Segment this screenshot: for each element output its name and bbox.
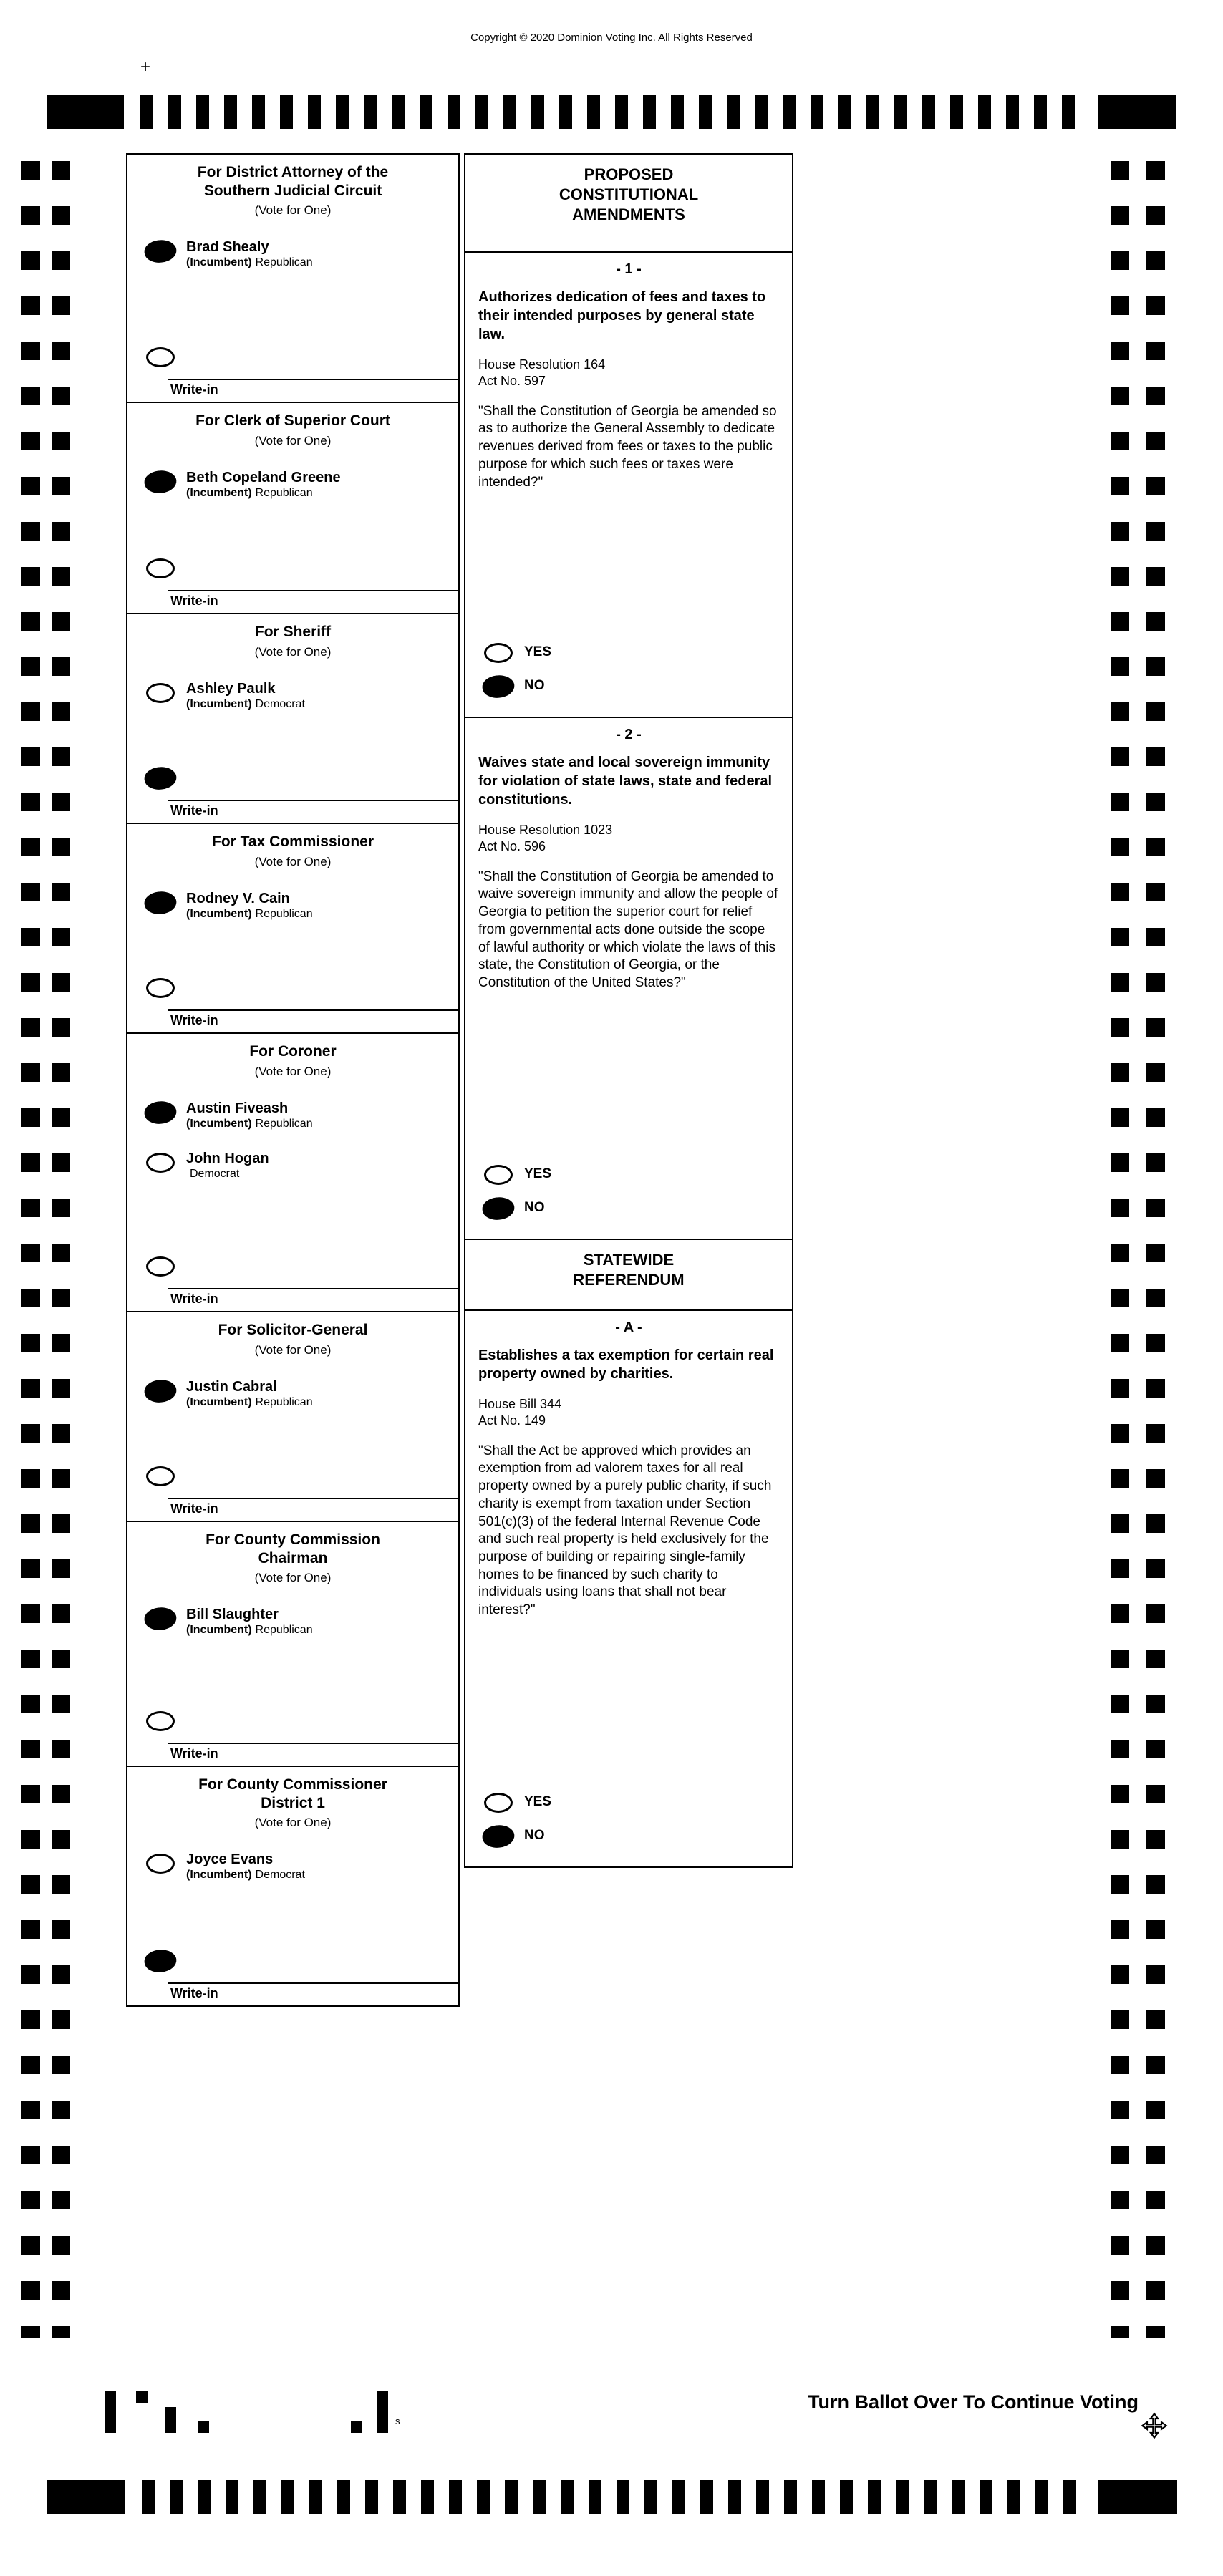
candidate-detail: (Incumbent) Democrat (186, 697, 305, 710)
candidate-detail: (Incumbent) Republican (186, 1395, 313, 1408)
vote-oval[interactable] (146, 1854, 175, 1874)
timing-column-left-inner (52, 161, 70, 2338)
referendum-header (464, 1239, 793, 1311)
measures-column (464, 155, 793, 1868)
referendum-header-text: STATEWIDE REFERENDUM (573, 1251, 685, 1289)
timing-column-right-outer (1146, 161, 1165, 2338)
timing-column-right-inner (1111, 161, 1129, 2338)
yes-oval[interactable] (484, 643, 513, 663)
no-label: NO (524, 1827, 545, 1843)
ballot-id-barcode (105, 2391, 412, 2434)
write-in-oval[interactable] (146, 1256, 175, 1277)
vote-options (465, 1153, 792, 1230)
no-oval[interactable] (481, 1824, 516, 1849)
write-in-area (127, 1949, 458, 2005)
no-label: NO (524, 1199, 545, 1215)
write-in-line[interactable] (168, 800, 458, 801)
candidate-name: Joyce Evans (186, 1851, 274, 1868)
candidate-detail: (Incumbent) Republican (186, 1117, 313, 1130)
write-in-label: Write-in (170, 1501, 218, 1516)
contest-instruction: (Vote for One) (254, 1571, 332, 1585)
write-in-label: Write-in (170, 803, 218, 818)
candidate-name: Beth Copeland Greene (186, 469, 341, 485)
no-oval[interactable] (481, 1196, 516, 1221)
write-in-label: Write-in (170, 1746, 218, 1761)
contest-title: For County Commissioner District 1 (198, 1776, 387, 1811)
timing-column-left-outer (21, 161, 40, 2338)
candidate-detail: (Incumbent) Republican (186, 1624, 313, 1637)
referendum-a (464, 1309, 793, 1868)
candidate-name: Bill Slaughter (186, 1607, 279, 1623)
timing-block-right (1098, 2480, 1177, 2514)
amendments-header-text: PROPOSED CONSTITUTIONAL AMENDMENTS (559, 165, 699, 224)
contest-sheriff (126, 613, 460, 824)
contest-coroner (126, 1032, 460, 1312)
write-in-label: Write-in (170, 382, 218, 397)
contests-column (126, 155, 460, 2007)
timing-block-left (47, 2480, 125, 2514)
measure-question: "Shall the Constitution of Georgia be amended to waive sovereign immunity and allow the people of Georgia to petition the superior court for relief from governmental acts done outside the scope of lawful authority or which violate the laws of this state, the Constitution of Georgia, or the Constitution of the United States?" (478, 868, 778, 990)
write-in-area (127, 1709, 458, 1766)
turn-ballot-over-text: Turn Ballot Over To Continue Voting (808, 2391, 1139, 2413)
contest-title: For County Commission Chairman (206, 1531, 380, 1567)
write-in-label: Write-in (170, 594, 218, 608)
contest-title: For Coroner (249, 1043, 337, 1060)
candidate-row (127, 1851, 458, 1882)
measure-ref-line: Act No. 597 (478, 374, 546, 389)
measure-summary: Establishes a tax exemption for certain real property owned by charities. (478, 1347, 774, 1382)
measure-summary: Waives state and local sovereign immunity for violation of state laws, state and federal constitutions. (478, 755, 773, 808)
contest-instruction: (Vote for One) (254, 644, 332, 659)
candidate-row (127, 1607, 458, 1637)
contest-instruction: (Vote for One) (254, 1064, 332, 1078)
yes-label: YES (524, 1793, 552, 1809)
contest-instruction: (Vote for One) (254, 1816, 332, 1830)
vote-oval[interactable] (143, 1100, 178, 1125)
candidate-name: Austin Fiveash (186, 1100, 289, 1116)
timing-block-right (1098, 95, 1176, 129)
candidate-row (127, 891, 458, 921)
contest-clerk-superior-court (126, 402, 460, 614)
measure-number: - 2 - (616, 727, 642, 742)
measure-refs (465, 1396, 792, 1430)
measure-ref-line: House Resolution 164 (478, 357, 606, 372)
contest-title: For Tax Commissioner (212, 833, 374, 850)
vote-oval[interactable] (143, 890, 178, 916)
measure-number: - 1 - (616, 261, 642, 277)
corner-mark: s (395, 2416, 400, 2426)
candidate-row (127, 681, 458, 711)
candidate-detail: (Incumbent) Republican (186, 486, 313, 499)
timing-block-left (47, 95, 124, 129)
measure-summary: Authorizes dedication of fees and taxes to their intended purposes by general state law. (478, 289, 766, 342)
candidate-row (127, 1100, 458, 1130)
amendment-2 (464, 717, 793, 1240)
write-in-line[interactable] (168, 590, 458, 591)
vote-options (465, 1781, 792, 1858)
write-in-line[interactable] (168, 1982, 458, 1984)
contest-tax-commissioner (126, 823, 460, 1034)
contest-instruction: (Vote for One) (254, 203, 332, 218)
write-in-label: Write-in (170, 1013, 218, 1027)
write-in-area (127, 766, 458, 823)
yes-row (465, 1163, 792, 1185)
measure-ref-line: Act No. 149 (478, 1413, 546, 1428)
contest-county-commissioner-district-1 (126, 1766, 460, 2007)
yes-label: YES (524, 1166, 552, 1181)
write-in-label: Write-in (170, 1986, 218, 2000)
write-in-oval[interactable] (146, 1466, 175, 1486)
write-in-oval[interactable] (146, 558, 175, 578)
yes-row (465, 1791, 792, 1813)
candidate-detail: (Incumbent) Republican (186, 256, 313, 269)
measure-ref-line: House Resolution 1023 (478, 823, 613, 837)
no-row (465, 674, 792, 697)
move-crosshair-icon (1140, 2411, 1169, 2440)
registration-plus-mark: + (140, 57, 151, 77)
contest-title: For District Attorney of the Southern Judicial Circuit (197, 164, 389, 199)
amendments-header (464, 153, 793, 253)
timing-marks-top (0, 95, 1223, 130)
measure-ref-line: Act No. 596 (478, 839, 546, 854)
write-in-area (127, 1254, 458, 1311)
candidate-row (127, 470, 458, 500)
contest-county-commission-chairman (126, 1521, 460, 1767)
measure-number: - A - (615, 1320, 642, 1335)
vote-oval[interactable] (146, 683, 175, 703)
write-in-oval[interactable] (143, 1948, 178, 1974)
candidate-name: John Hogan (186, 1150, 269, 1166)
candidate-row (127, 1379, 458, 1409)
measure-refs (465, 822, 792, 856)
timing-bars (140, 95, 1086, 129)
measure-ref-line: House Bill 344 (478, 1397, 562, 1411)
write-in-line[interactable] (168, 379, 458, 380)
measure-refs (465, 357, 792, 390)
vote-oval[interactable] (143, 1378, 178, 1404)
vote-oval[interactable] (146, 1153, 175, 1173)
write-in-oval[interactable] (146, 347, 175, 367)
candidate-name: Rodney V. Cain (186, 890, 290, 906)
contest-instruction: (Vote for One) (254, 1342, 332, 1357)
timing-marks-bottom (0, 2480, 1223, 2516)
write-in-oval[interactable] (143, 765, 178, 791)
write-in-area (127, 556, 458, 613)
contest-solicitor-general (126, 1311, 460, 1522)
contest-instruction: (Vote for One) (254, 433, 332, 447)
measure-question: "Shall the Constitution of Georgia be amended so as to authorize the General Assembly to dedicate revenues derived from fees or taxes to the public purpose for which such fees or taxes were intended?" (478, 403, 777, 490)
yes-label: YES (524, 644, 552, 659)
vote-oval[interactable] (143, 1606, 178, 1632)
write-in-oval[interactable] (146, 978, 175, 998)
no-oval[interactable] (481, 674, 516, 699)
measure-question: "Shall the Act be approved which provides an exemption from ad valorem taxes for all real property owned by a purely public charity, if such charity is exempt from taxation under Section 501(c)(3) of the federal Internal Revenue Code and such real property is held exclusively for the purpose of building or repairing single-family homes to be financed by such charity to individuals using loans that shall not bear interest?" (478, 1443, 772, 1617)
copyright-text: Copyright © 2020 Dominion Voting Inc. All Rights Reserved (470, 32, 753, 44)
write-in-line[interactable] (168, 1009, 458, 1011)
write-in-line[interactable] (168, 1288, 458, 1289)
no-row (465, 1824, 792, 1846)
yes-row (465, 641, 792, 663)
write-in-oval[interactable] (146, 1711, 175, 1731)
candidate-detail: (Incumbent) Democrat (186, 1869, 305, 1882)
candidate-row (127, 239, 458, 269)
yes-oval[interactable] (484, 1165, 513, 1185)
candidate-detail: (Incumbent) Republican (186, 907, 313, 920)
candidate-name: Ashley Paulk (186, 680, 276, 697)
write-in-area (127, 345, 458, 402)
write-in-area (127, 1464, 458, 1521)
amendment-1 (464, 251, 793, 718)
write-in-label: Write-in (170, 1292, 218, 1306)
contest-title: For Sheriff (254, 624, 332, 640)
vote-oval[interactable] (143, 469, 178, 495)
vote-options (465, 631, 792, 708)
contest-title: For Solicitor-General (218, 1322, 368, 1338)
vote-oval[interactable] (143, 238, 178, 264)
candidate-name: Brad Shealy (186, 239, 269, 256)
contest-district-attorney (126, 153, 460, 403)
write-in-area (127, 976, 458, 1032)
timing-bars (142, 2480, 1086, 2514)
yes-oval[interactable] (484, 1793, 513, 1813)
write-in-line[interactable] (168, 1743, 458, 1744)
no-row (465, 1196, 792, 1219)
candidate-detail: Democrat (190, 1167, 240, 1180)
write-in-line[interactable] (168, 1498, 458, 1499)
no-label: NO (524, 677, 545, 693)
candidate-row (127, 1151, 458, 1181)
candidate-name: Justin Cabral (186, 1378, 277, 1395)
contest-instruction: (Vote for One) (254, 854, 332, 868)
contest-title: For Clerk of Superior Court (195, 412, 390, 429)
